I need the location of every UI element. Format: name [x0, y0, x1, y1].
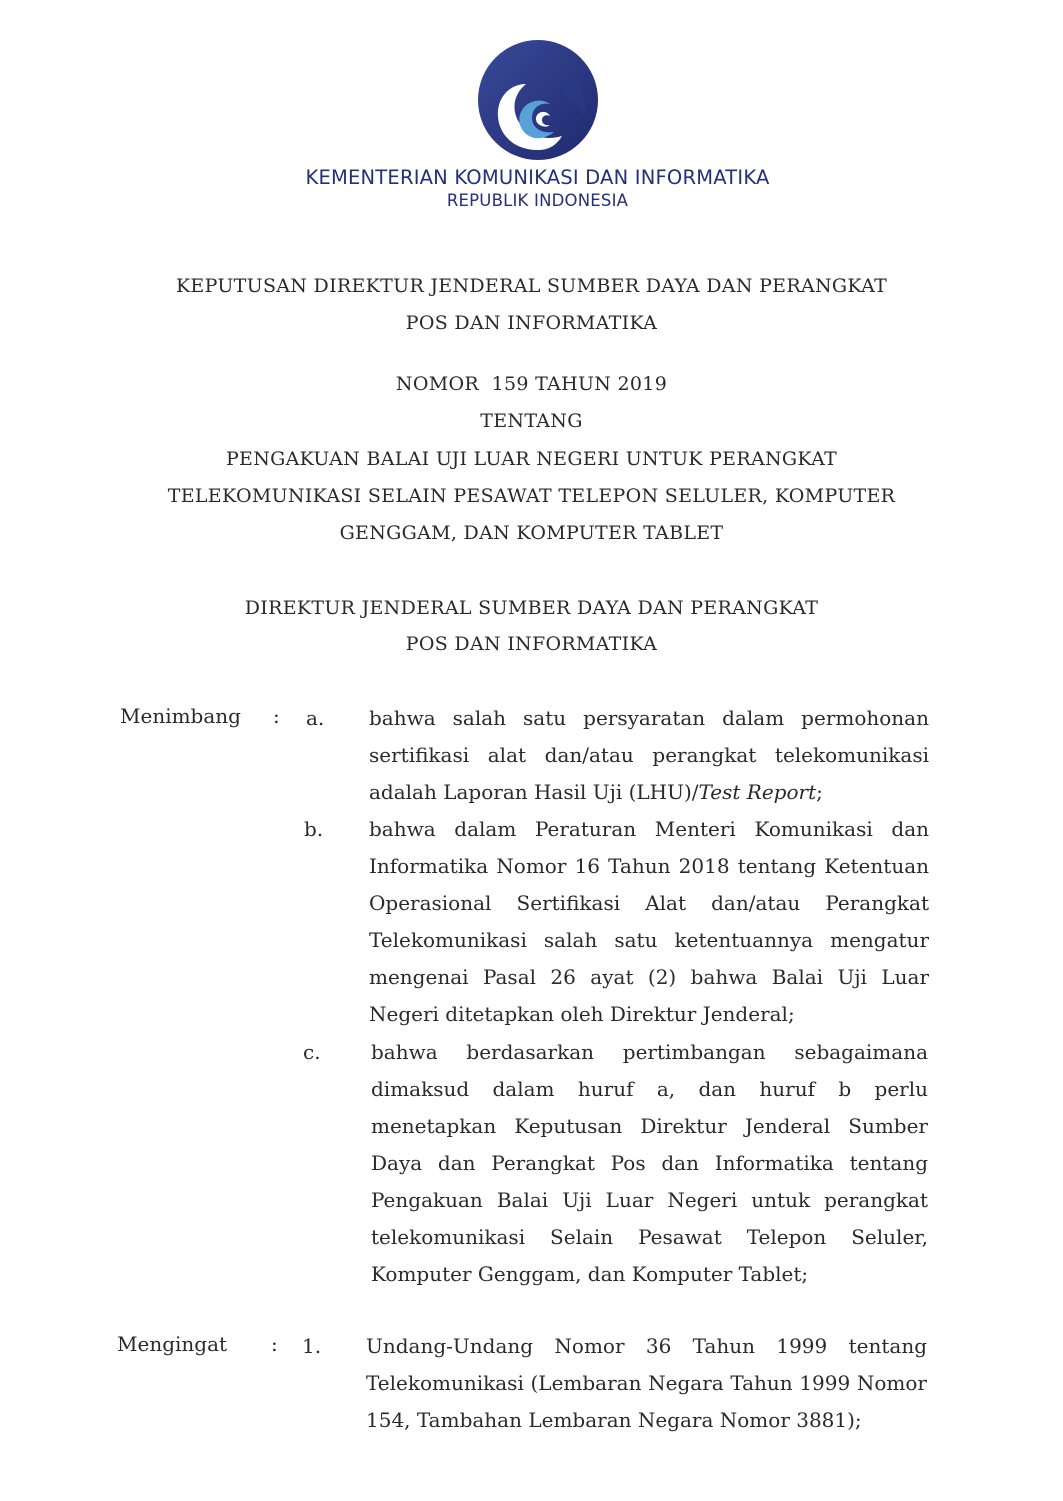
mengingat-label: Mengingat [117, 1332, 228, 1356]
text-line: Komputer Genggam, dan Komputer Tablet; [371, 1262, 809, 1286]
menimbang-item-b-text [369, 811, 929, 1033]
decree-about: TENTANG [480, 410, 583, 432]
kominfo-logo-icon [476, 38, 600, 162]
text-line: bahwa berdasarkan pertimbangan sebagaimana [371, 1040, 928, 1064]
text-segment: adalah Laporan Hasil Uji (LHU)/ [369, 780, 699, 804]
country-name: REPUBLIK INDONESIA [446, 191, 629, 210]
text-line: telekomunikasi Selain Pesawat Telepon Seluler, [371, 1225, 928, 1249]
mengingat-item-1-marker: 1. [302, 1334, 322, 1358]
italic-term: Test Report [698, 780, 817, 804]
text-line: Operasional Sertifikasi Alat dan/atau Perangkat [369, 891, 929, 915]
text-line [369, 774, 929, 811]
decree-subject-line1: PENGAKUAN BALAI UJI LUAR NEGERI UNTUK PERANGKAT [225, 448, 838, 470]
decree-subject-line2: TELEKOMUNIKASI SELAIN PESAWAT TELEPON SELULER, KOMPUTER [167, 485, 896, 507]
ministry-name: KEMENTERIAN KOMUNIKASI DAN INFORMATIKA [305, 166, 770, 189]
decree-title-line2: POS DAN INFORMATIKA [405, 312, 658, 334]
text-line: bahwa salah satu persyaratan dalam permohonan [369, 706, 929, 730]
text-line: mengenai Pasal 26 ayat (2) bahwa Balai Uji Luar [369, 965, 929, 989]
menimbang-item-a-text [369, 700, 929, 811]
text-line: Negeri ditetapkan oleh Direktur Jenderal; [369, 1002, 795, 1026]
text-line: Undang-Undang Nomor 36 Tahun 1999 tentang [366, 1334, 927, 1358]
issuer-line1: DIREKTUR JENDERAL SUMBER DAYA DAN PERANGKAT [244, 597, 819, 619]
issuer-line2: POS DAN INFORMATIKA [405, 633, 658, 655]
text-line: Telekomunikasi (Lembaran Negara Tahun 1999 Nomor [366, 1371, 927, 1395]
text-segment: ; [816, 780, 823, 804]
text-line: bahwa dalam Peraturan Menteri Komunikasi dan [369, 817, 929, 841]
menimbang-item-c-text [371, 1034, 928, 1293]
text-line: 154, Tambahan Lembaran Negara Nomor 3881); [366, 1408, 862, 1432]
text-line: dimaksud dalam huruf a, dan huruf b perlu [371, 1077, 928, 1101]
decree-number: NOMOR 159 TAHUN 2019 [395, 373, 668, 395]
text-line: Telekomunikasi salah satu ketentuannya mengatur [369, 928, 929, 952]
decree-subject-line3: GENGGAM, DAN KOMPUTER TABLET [339, 522, 724, 544]
menimbang-colon: : [273, 704, 280, 728]
text-line: Informatika Nomor 16 Tahun 2018 tentang Ketentuan [369, 854, 929, 878]
text-line: sertifikasi alat dan/atau perangkat telekomunikasi [369, 743, 929, 767]
menimbang-item-b-marker: b. [304, 817, 324, 841]
mengingat-colon: : [271, 1332, 278, 1356]
menimbang-item-c-marker: c. [303, 1040, 321, 1064]
decree-title-line1: KEPUTUSAN DIREKTUR JENDERAL SUMBER DAYA DAN PERANGKAT [175, 275, 888, 297]
menimbang-label: Menimbang [120, 704, 241, 728]
text-line: menetapkan Keputusan Direktur Jenderal Sumber [371, 1114, 928, 1138]
text-line: Pengakuan Balai Uji Luar Negeri untuk perangkat [371, 1188, 928, 1212]
menimbang-item-a-marker: a. [306, 706, 325, 730]
mengingat-item-1-text [366, 1328, 927, 1439]
text-line: Daya dan Perangkat Pos dan Informatika tentang [371, 1151, 928, 1175]
